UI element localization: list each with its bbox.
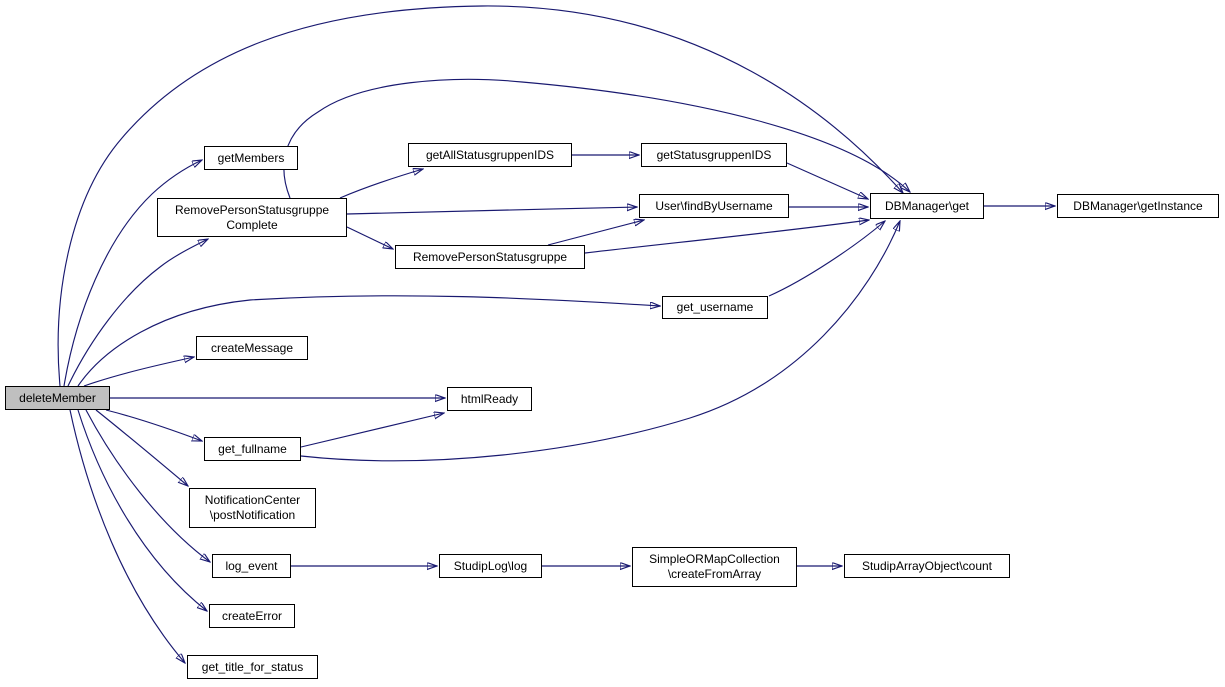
edge-getStatusgruppenIDS-to-DBManager-get xyxy=(787,163,868,199)
node-label: StudipLog\log xyxy=(453,558,528,573)
node-get_title_for_status[interactable] xyxy=(187,655,318,679)
edge-deleteMember-to-getMembers xyxy=(64,160,202,386)
node-NotificationCenter-postNotification[interactable] xyxy=(189,488,316,528)
node-get_fullname[interactable] xyxy=(204,437,301,461)
node-label-line2: Complete xyxy=(226,217,278,232)
node-label: get_fullname xyxy=(218,441,287,456)
node-StudipLog-log[interactable] xyxy=(439,554,542,578)
edge-RemovePersonStatusgruppeComplete-to-getAllStatusgruppenIDS xyxy=(340,169,423,198)
edge-deleteMember-to-log_event xyxy=(86,410,210,562)
edge-deleteMember-to-get_title_for_status xyxy=(70,410,185,663)
node-label-line1: SimpleORMapCollection xyxy=(649,552,780,566)
edge-deleteMember-to-NotificationCenter xyxy=(96,410,188,486)
edge-deleteMember-to-createMessage xyxy=(84,357,194,386)
node-User-findByUsername[interactable] xyxy=(639,194,789,218)
edge-deleteMember-to-get_fullname xyxy=(106,410,202,441)
node-StudipArrayObject-count[interactable] xyxy=(844,554,1010,578)
node-label: createMessage xyxy=(210,340,294,355)
edge-RemovePersonStatusgruppe-to-DBManager-get xyxy=(585,220,869,253)
node-DBManager-get[interactable] xyxy=(870,193,984,219)
node-label: deleteMember xyxy=(19,390,96,405)
edge-RemovePersonStatusgruppeComplete-to-User-findByUsername xyxy=(347,207,637,214)
node-get_username[interactable] xyxy=(662,296,768,319)
edge-deleteMember-to-get_username xyxy=(78,296,660,386)
node-createError[interactable] xyxy=(209,604,295,628)
edge-RemovePersonStatusgruppe-to-User-findByUsername xyxy=(548,220,644,245)
node-label-line2: \postNotification xyxy=(209,508,296,522)
edge-get_fullname-to-DBManager-get xyxy=(301,221,900,461)
edge-deleteMember-to-createError xyxy=(78,410,207,611)
node-label: createError xyxy=(221,608,283,623)
node-SimpleORMapCollection-createFromArray[interactable] xyxy=(632,547,797,587)
edge-RemovePersonStatusgruppeComplete-to-DBManager-get xyxy=(284,79,910,198)
node-label: getMembers xyxy=(217,150,285,165)
node-DBManager-getInstance[interactable] xyxy=(1057,194,1219,218)
node-RemovePersonStatusgruppe[interactable] xyxy=(395,245,585,269)
edge-RemovePersonStatusgruppeComplete-to-RemovePersonStatusgruppe xyxy=(347,227,393,249)
node-label: DBManager\getInstance xyxy=(1073,198,1203,213)
node-label: StudipArrayObject\count xyxy=(861,558,993,573)
node-label: DBManager\get xyxy=(884,198,970,213)
node-deleteMember xyxy=(5,386,110,410)
node-label: get_title_for_status xyxy=(201,659,304,674)
edge-get_fullname-to-htmlReady xyxy=(301,413,444,447)
edge-get_username-to-DBManager-get xyxy=(769,221,885,296)
node-getStatusgruppenIDS[interactable] xyxy=(641,143,787,167)
node-label-line1: NotificationCenter xyxy=(204,493,301,507)
node-getMembers[interactable] xyxy=(204,146,298,170)
node-label: getAllStatusgruppenIDS xyxy=(425,147,555,162)
node-log_event[interactable] xyxy=(212,554,291,578)
node-label-line1: RemovePersonStatusgruppe xyxy=(174,202,330,217)
node-label: getStatusgruppenIDS xyxy=(656,147,772,162)
node-createMessage[interactable] xyxy=(196,336,308,360)
node-htmlReady[interactable] xyxy=(447,387,532,411)
node-label: get_username xyxy=(676,300,754,314)
node-label: User\findByUsername xyxy=(655,198,773,213)
node-label: log_event xyxy=(225,558,278,573)
node-RemovePersonStatusgruppeComplete[interactable] xyxy=(157,198,347,237)
node-label: htmlReady xyxy=(460,391,519,406)
node-label-line2: \createFromArray xyxy=(667,567,762,581)
node-label: RemovePersonStatusgruppe xyxy=(412,249,568,264)
node-getAllStatusgruppenIDS[interactable] xyxy=(408,143,572,167)
